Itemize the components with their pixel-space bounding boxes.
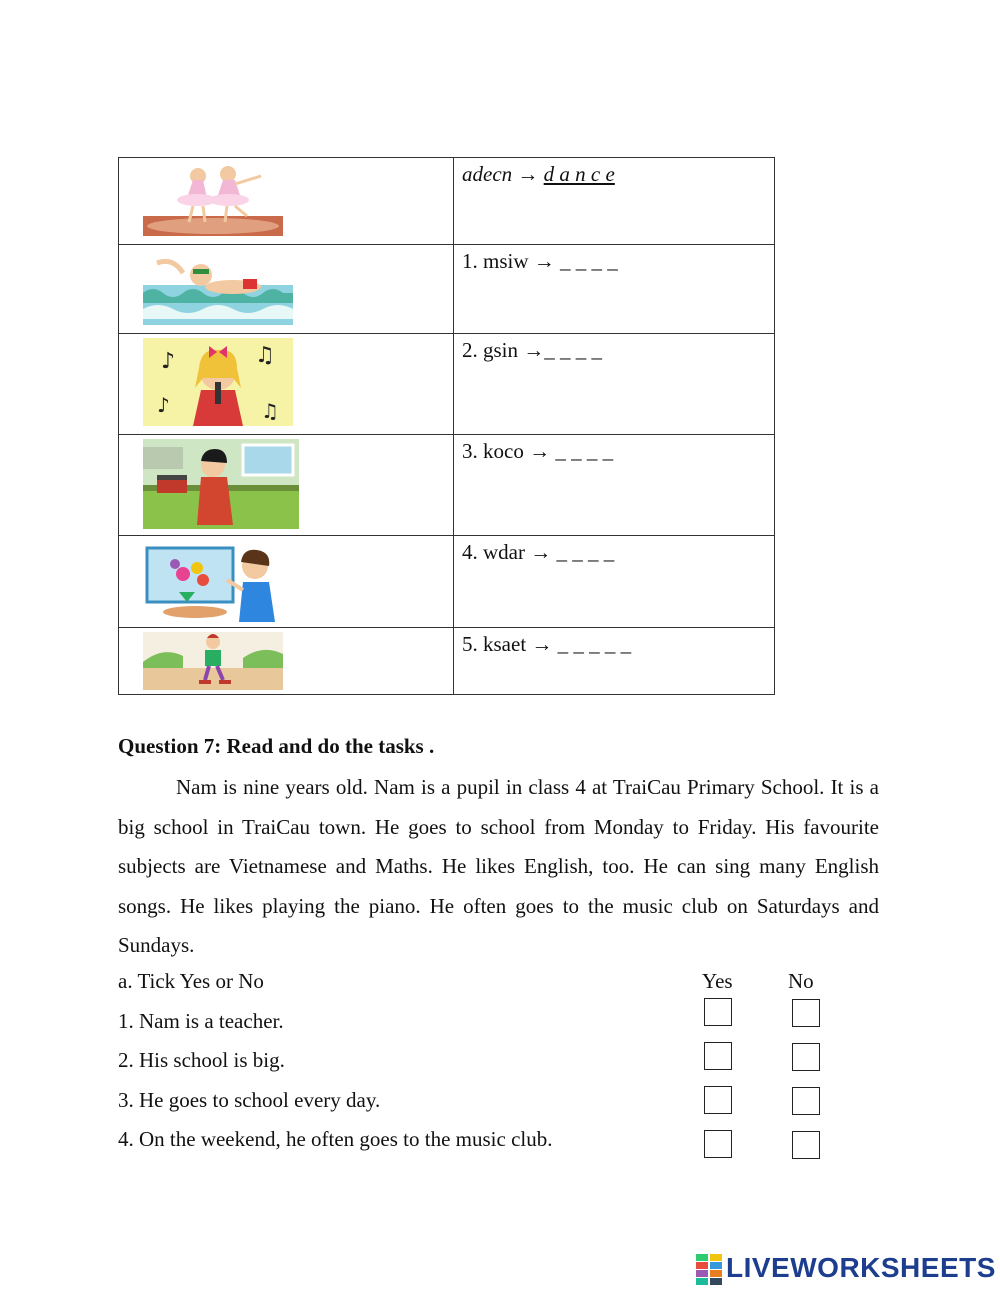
scramble-item-4[interactable]: [454, 536, 775, 628]
word-scramble-table: [118, 157, 775, 695]
liveworksheets-logo-icon: [696, 1254, 722, 1286]
scramble-item-5[interactable]: [454, 628, 775, 695]
svg-text:♫: ♫: [261, 399, 279, 423]
scramble-text: 2. gsin →_ _ _ _: [462, 338, 603, 362]
boy-drawing-illustration: [143, 540, 285, 622]
statement-2: 2. His school is big.: [118, 1048, 285, 1072]
statement-1: 1. Nam is a teacher.: [118, 1009, 284, 1033]
no-checkbox[interactable]: [792, 1043, 820, 1071]
svg-text:♫: ♫: [255, 343, 275, 368]
example-answer: d a n c e: [543, 162, 615, 186]
picture-cell: [119, 158, 454, 245]
scramble-example: [454, 158, 775, 245]
picture-cell: [119, 245, 454, 334]
picture-cell: [119, 536, 454, 628]
picture-cell: [119, 628, 454, 695]
no-checkbox[interactable]: [792, 999, 820, 1027]
no-column-header: No: [788, 969, 814, 993]
ballet-dancers-illustration: [143, 162, 283, 238]
scramble-text: 5. ksaet → _ _ _ _ _: [462, 632, 632, 656]
yes-checkbox[interactable]: [704, 1042, 732, 1070]
yes-checkbox[interactable]: [704, 1086, 732, 1114]
example-prompt: adecn →: [462, 162, 539, 186]
boy-skating-illustration: [143, 632, 283, 690]
scramble-item-3[interactable]: [454, 435, 775, 536]
reading-passage: Nam is nine years old. Nam is a pupil in class 4 at TraiCau Primary School. It is a big school in TraiCau town. He goes to school from Monday to Friday. His favourite subjects are Vietnamese and Maths. He likes English, too. He can sing many English songs. He likes playing the piano. He often goes to the music club on Saturdays and Sundays.: [118, 775, 879, 957]
question-7-title: Question 7: Read and do the tasks .: [118, 734, 435, 758]
yes-checkbox[interactable]: [704, 998, 732, 1026]
svg-text:♪: ♪: [161, 349, 176, 374]
liveworksheets-brand: LIVEWORKSHEETS: [726, 1252, 996, 1283]
yes-column-header: Yes: [702, 969, 733, 993]
scramble-item-2[interactable]: [454, 334, 775, 435]
girl-singing-illustration: [143, 338, 293, 426]
picture-cell: [119, 435, 454, 536]
scramble-text: 1. msiw → _ _ _ _: [462, 249, 618, 273]
scramble-text: 3. koco → _ _ _ _: [462, 439, 614, 463]
scramble-text: 4. wdar → _ _ _ _: [462, 540, 615, 564]
svg-text:♪: ♪: [157, 393, 170, 417]
statement-3: 3. He goes to school every day.: [118, 1088, 381, 1112]
task-instruction: a. Tick Yes or No: [118, 969, 264, 993]
no-checkbox[interactable]: [792, 1131, 820, 1159]
girl-cooking-illustration: [143, 439, 299, 529]
boy-swimming-illustration: [143, 249, 293, 327]
statement-4: 4. On the weekend, he often goes to the music club.: [118, 1127, 553, 1151]
yes-checkbox[interactable]: [704, 1130, 732, 1158]
scramble-item-1[interactable]: [454, 245, 775, 334]
picture-cell: [119, 334, 454, 435]
no-checkbox[interactable]: [792, 1087, 820, 1115]
